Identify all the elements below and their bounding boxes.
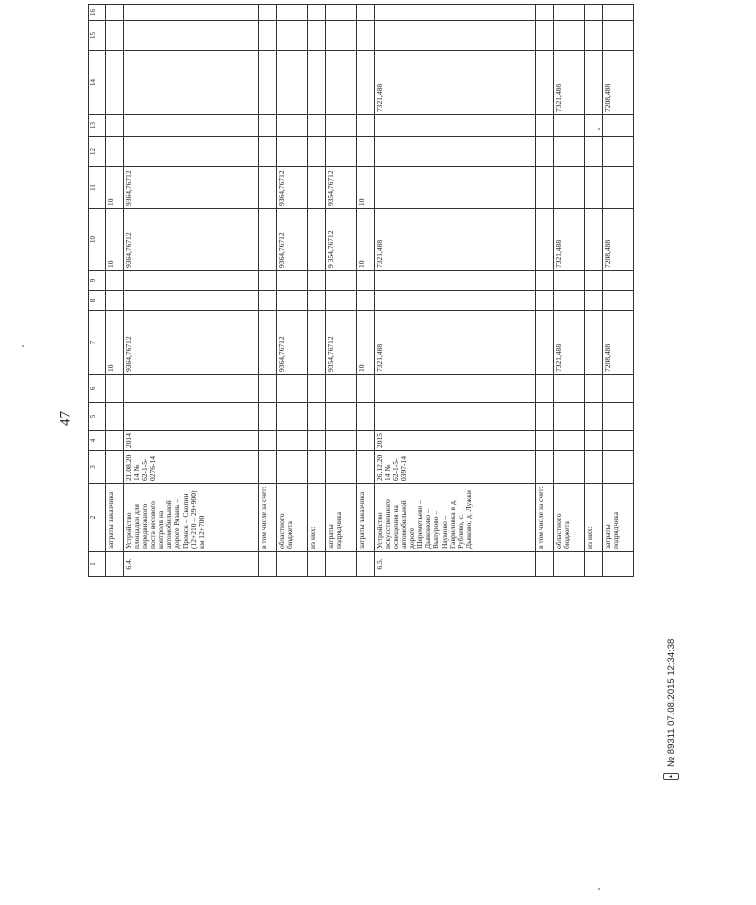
cell-col-3: [585, 451, 603, 484]
table-row: [277, 5, 308, 577]
empty-cell: [536, 403, 554, 431]
empty-cell: [374, 291, 535, 311]
cell-col-11: [536, 167, 554, 209]
empty-cell: [123, 375, 258, 403]
empty-cell: [536, 375, 554, 403]
empty-cell: [602, 375, 633, 403]
cell-col-3: [536, 451, 554, 484]
cell-col-7: [536, 311, 554, 375]
cell-col-11: [374, 167, 535, 209]
empty-cell: [602, 291, 633, 311]
empty-cell: [259, 115, 277, 137]
cell-col-14: 7321,488: [554, 51, 585, 115]
header-cell: 16: [89, 5, 106, 21]
cell-col-4: [554, 431, 585, 451]
cell-col-7: 7208,488: [602, 311, 633, 375]
cell-col-4: [602, 431, 633, 451]
cell-col-4: [106, 431, 124, 451]
empty-cell: [106, 137, 124, 167]
cell-col-2: в том числе за счет:: [259, 484, 277, 552]
empty-cell: [374, 271, 535, 291]
empty-cell: [554, 137, 585, 167]
cell-col-14: [585, 51, 603, 115]
cell-col-3: [602, 451, 633, 484]
empty-cell: [106, 375, 124, 403]
table-row: [374, 5, 535, 577]
empty-cell: [602, 5, 633, 21]
cell-col-4: [259, 431, 277, 451]
empty-cell: [277, 271, 308, 291]
cell-col-3: [106, 451, 124, 484]
empty-cell: [374, 137, 535, 167]
cell-col-10: [308, 209, 326, 271]
cell-col-4: [308, 431, 326, 451]
header-cell: 9: [89, 271, 106, 291]
page-number: 47: [57, 411, 74, 426]
empty-cell: [536, 271, 554, 291]
empty-cell: [602, 403, 633, 431]
table-row: [356, 5, 374, 577]
cell-col-10: 7321,488: [374, 209, 535, 271]
cell-col-1: [554, 552, 585, 577]
empty-cell: [277, 291, 308, 311]
cell-col-1: 6.5.: [374, 552, 535, 577]
empty-cell: [277, 5, 308, 21]
empty-cell: [356, 115, 374, 137]
cell-col-11: [602, 167, 633, 209]
cell-col-4: [325, 431, 356, 451]
cell-col-10: 7208,488: [602, 209, 633, 271]
empty-cell: [325, 403, 356, 431]
empty-cell: [602, 271, 633, 291]
header-cell: 8: [89, 291, 106, 311]
cell-col-2: Устройство искусственного освещения на автомобильной дороге Шереметьево – Дьяконово – Выпурово – Наумово – Гавриловка в д. Рублево, с. Дьяково, д. Лужки: [374, 484, 535, 552]
table-row: [106, 5, 124, 577]
cell-col-1: [259, 552, 277, 577]
table-row: [602, 5, 633, 577]
cell-col-14: [325, 51, 356, 115]
empty-cell: [585, 271, 603, 291]
empty-cell: [585, 291, 603, 311]
cell-col-14: 7208,488: [602, 51, 633, 115]
empty-cell: [259, 5, 277, 21]
table-row: [123, 5, 258, 577]
cell-col-14: [308, 51, 326, 115]
table-row: [325, 5, 356, 577]
empty-cell: [602, 115, 633, 137]
cell-col-2: областного бюджета: [554, 484, 585, 552]
empty-cell: [325, 21, 356, 51]
cell-col-3: [259, 451, 277, 484]
empty-cell: [536, 137, 554, 167]
cell-col-3: [277, 451, 308, 484]
empty-cell: [123, 21, 258, 51]
cell-col-7: 9364,76712: [123, 311, 258, 375]
empty-cell: [554, 271, 585, 291]
cell-col-1: [277, 552, 308, 577]
empty-cell: [585, 5, 603, 21]
cell-col-10: [259, 209, 277, 271]
cell-col-11: [259, 167, 277, 209]
cell-col-11: 10: [356, 167, 374, 209]
cell-col-10: 9364,76712: [277, 209, 308, 271]
empty-cell: [356, 5, 374, 21]
table-row: [536, 5, 554, 577]
cell-col-14: [356, 51, 374, 115]
empty-cell: [374, 5, 535, 21]
empty-cell: [554, 21, 585, 51]
empty-cell: [308, 375, 326, 403]
cell-col-7: 7321,488: [554, 311, 585, 375]
empty-cell: [356, 137, 374, 167]
cell-col-14: [536, 51, 554, 115]
cell-col-2: затраты подрядчика: [325, 484, 356, 552]
empty-cell: [106, 291, 124, 311]
empty-cell: [325, 137, 356, 167]
cell-col-2: из них:: [585, 484, 603, 552]
empty-cell: [356, 21, 374, 51]
cell-col-10: [536, 209, 554, 271]
cell-col-2: областного бюджета: [277, 484, 308, 552]
empty-cell: [325, 375, 356, 403]
empty-cell: [106, 271, 124, 291]
empty-cell: [356, 291, 374, 311]
table-row: [585, 5, 603, 577]
scan-speck: [598, 888, 600, 890]
empty-cell: [259, 291, 277, 311]
empty-cell: [277, 137, 308, 167]
empty-cell: [277, 403, 308, 431]
empty-cell: [374, 375, 535, 403]
cell-col-14: [106, 51, 124, 115]
cell-col-4: [585, 431, 603, 451]
cell-col-7: 7321,488: [374, 311, 535, 375]
empty-cell: [374, 115, 535, 137]
cell-col-4: 2014: [123, 431, 258, 451]
header-cell: 6: [89, 375, 106, 403]
cell-col-1: [585, 552, 603, 577]
empty-cell: [536, 115, 554, 137]
empty-cell: [554, 291, 585, 311]
cell-col-4: 2015: [374, 431, 535, 451]
header-cell: 11: [89, 167, 106, 209]
cell-col-7: 9354,76712: [325, 311, 356, 375]
cell-col-1: [106, 552, 124, 577]
header-cell: 4: [89, 431, 106, 451]
empty-cell: [554, 115, 585, 137]
empty-cell: [585, 137, 603, 167]
empty-cell: [554, 5, 585, 21]
header-cell: 15: [89, 21, 106, 51]
empty-cell: [536, 21, 554, 51]
cell-col-1: [325, 552, 356, 577]
table-row: [259, 5, 277, 577]
cell-col-11: 9354,76712: [325, 167, 356, 209]
empty-cell: [536, 5, 554, 21]
cell-col-10: 7321,488: [554, 209, 585, 271]
empty-cell: [554, 403, 585, 431]
empty-cell: [585, 375, 603, 403]
empty-cell: [106, 115, 124, 137]
header-cell: 10: [89, 209, 106, 271]
cell-col-11: 10: [106, 167, 124, 209]
empty-cell: [123, 5, 258, 21]
empty-cell: [259, 21, 277, 51]
cell-col-14: [277, 51, 308, 115]
header-cell: 7: [89, 311, 106, 375]
empty-cell: [374, 403, 535, 431]
empty-cell: [259, 403, 277, 431]
header-cell: 3: [89, 451, 106, 484]
empty-cell: [536, 291, 554, 311]
empty-cell: [123, 115, 258, 137]
empty-cell: [585, 403, 603, 431]
header-cell: 14: [89, 51, 106, 115]
empty-cell: [308, 137, 326, 167]
cell-col-4: [536, 431, 554, 451]
cell-col-1: [536, 552, 554, 577]
empty-cell: [259, 375, 277, 403]
cell-col-7: 9364,76712: [277, 311, 308, 375]
empty-cell: [325, 271, 356, 291]
cell-col-2: затраты заказчика: [356, 484, 374, 552]
empty-cell: [585, 21, 603, 51]
cell-col-7: [585, 311, 603, 375]
cell-col-1: [308, 552, 326, 577]
cell-col-10: [585, 209, 603, 271]
empty-cell: [308, 115, 326, 137]
empty-cell: [259, 137, 277, 167]
empty-cell: [106, 5, 124, 21]
scan-speck: [598, 128, 600, 130]
cell-col-2: затраты подрядчика: [602, 484, 633, 552]
budget-table: [88, 4, 634, 577]
cell-col-10: 9364,76712: [123, 209, 258, 271]
header-cell: 12: [89, 137, 106, 167]
cell-col-11: [585, 167, 603, 209]
empty-cell: [106, 21, 124, 51]
table-header-row: [89, 5, 106, 577]
cell-col-3: [554, 451, 585, 484]
cell-col-11: [554, 167, 585, 209]
empty-cell: [277, 115, 308, 137]
empty-cell: [123, 291, 258, 311]
empty-cell: [259, 271, 277, 291]
registration-stamp: [586, 638, 756, 780]
registration-number: № 89311 07.08.2015 12:34:38: [665, 638, 677, 768]
cell-col-3: 21.08.2014 № 62-1-5-0276-14: [123, 451, 258, 484]
cell-col-4: [277, 431, 308, 451]
empty-cell: [554, 375, 585, 403]
empty-cell: [602, 137, 633, 167]
empty-cell: [325, 5, 356, 21]
empty-cell: [602, 21, 633, 51]
empty-cell: [325, 115, 356, 137]
cell-col-14: 7321,488: [374, 51, 535, 115]
empty-cell: [356, 403, 374, 431]
empty-cell: [308, 403, 326, 431]
cell-col-10: 9 354,76712: [325, 209, 356, 271]
empty-cell: [356, 375, 374, 403]
cell-col-2: затраты заказчика: [106, 484, 124, 552]
empty-cell: [308, 5, 326, 21]
empty-cell: [356, 271, 374, 291]
cell-col-1: 6.4.: [123, 552, 258, 577]
cell-col-7: 10: [106, 311, 124, 375]
cell-col-7: [308, 311, 326, 375]
table-row: [554, 5, 585, 577]
cell-col-3: [325, 451, 356, 484]
cell-col-10: 10: [356, 209, 374, 271]
cell-col-14: [259, 51, 277, 115]
empty-cell: [308, 21, 326, 51]
cell-col-2: в том числе за счет:: [536, 484, 554, 552]
table-row: [308, 5, 326, 577]
empty-cell: [123, 137, 258, 167]
cell-col-11: 9364,76712: [123, 167, 258, 209]
empty-cell: [277, 21, 308, 51]
header-cell: 5: [89, 403, 106, 431]
cell-col-2: Устройство площадки для передвижного поста весового контроля на автомобильной дороге Рязань – Пронск – Скопин (12+210 – 29+900) км 12+700: [123, 484, 258, 552]
empty-cell: [106, 403, 124, 431]
cell-col-2: из них:: [308, 484, 326, 552]
empty-cell: [308, 291, 326, 311]
header-cell: 13: [89, 115, 106, 137]
empty-cell: [585, 115, 603, 137]
cell-col-4: [356, 431, 374, 451]
seal-icon: ▲: [663, 773, 679, 780]
empty-cell: [374, 21, 535, 51]
cell-col-10: 10: [106, 209, 124, 271]
cell-col-1: [356, 552, 374, 577]
cell-col-7: 10: [356, 311, 374, 375]
header-cell: 1: [89, 552, 106, 577]
empty-cell: [325, 291, 356, 311]
cell-col-11: 9364,76712: [277, 167, 308, 209]
cell-col-3: 26.12.2014 № 62-1-5-0397-14: [374, 451, 535, 484]
empty-cell: [308, 271, 326, 291]
cell-col-11: [308, 167, 326, 209]
scan-speck: [22, 345, 24, 347]
cell-col-7: [259, 311, 277, 375]
empty-cell: [123, 271, 258, 291]
cell-col-1: [602, 552, 633, 577]
header-cell: 2: [89, 484, 106, 552]
empty-cell: [123, 403, 258, 431]
cell-col-3: [308, 451, 326, 484]
cell-col-3: [356, 451, 374, 484]
empty-cell: [277, 375, 308, 403]
cell-col-14: [123, 51, 258, 115]
